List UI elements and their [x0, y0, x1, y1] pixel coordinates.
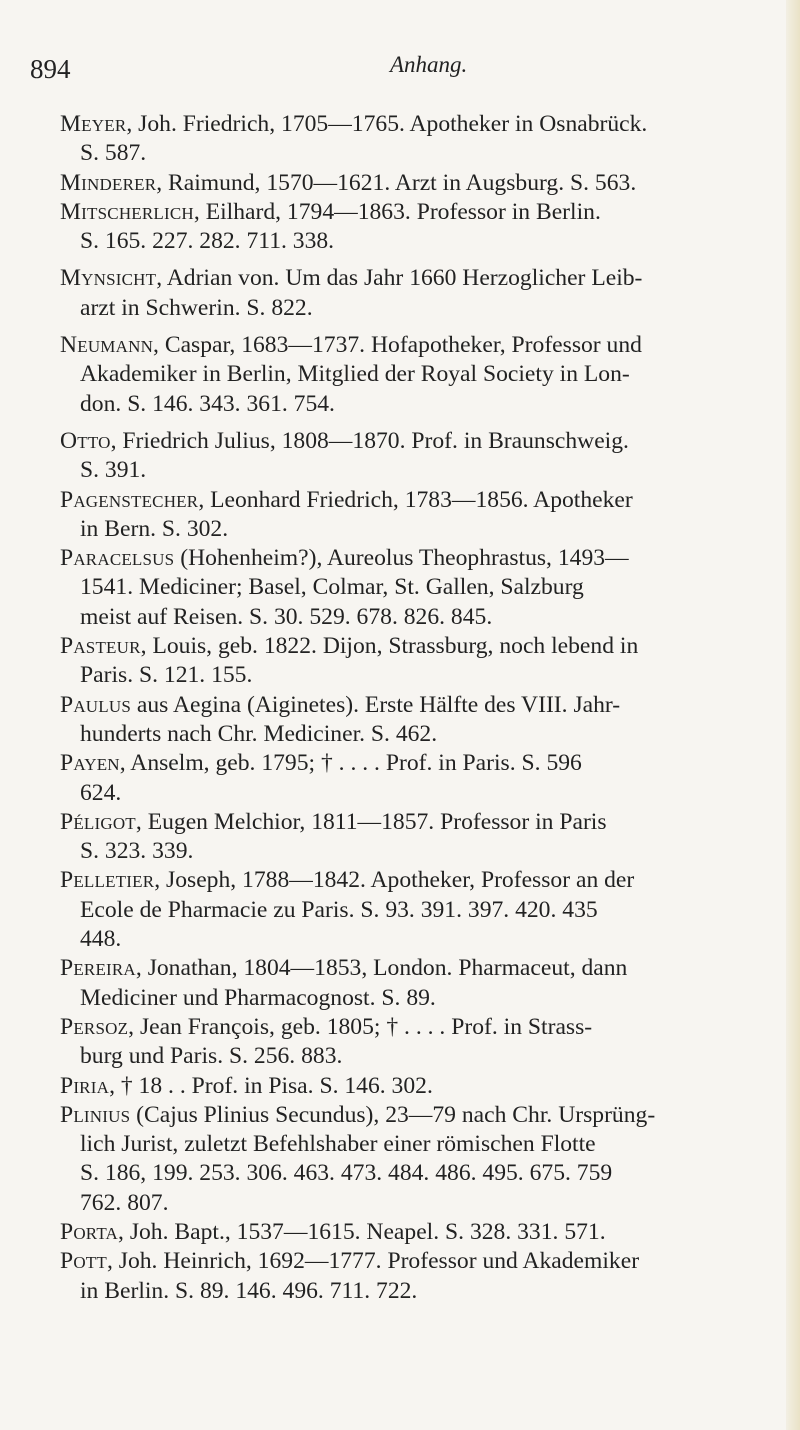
entry-continuation-line — [60, 1189, 800, 1218]
entry-continuation-line — [60, 779, 800, 808]
index-entry — [60, 632, 800, 691]
entry-continuation-line — [60, 515, 800, 544]
entry-text: , Adrian von. Um das Jahr 1660 Herzoglicher Leib- — [156, 265, 643, 292]
entry-continuation-line — [60, 573, 800, 602]
entry-continuation-line — [60, 720, 800, 749]
entry-text: S. 165. 227. 282. 711. 338. — [80, 228, 335, 255]
index-entry — [60, 331, 800, 419]
entry-text: 448. — [80, 926, 122, 953]
entry-continuation-line — [60, 1277, 800, 1306]
entry-first-line — [60, 749, 800, 778]
entry-continuation-line — [60, 984, 800, 1013]
entry-surname: Porta — [60, 1218, 119, 1245]
entry-first-line — [60, 808, 800, 837]
entry-first-line — [60, 691, 800, 720]
entry-first-line — [60, 954, 800, 983]
entry-first-line — [60, 1072, 800, 1101]
entry-text: , Joh. Bapt., 1537—1615. Neapel. S. 328. 331. 571. — [118, 1218, 606, 1245]
entry-first-line — [60, 198, 800, 227]
entry-text: S. 323. 339. — [80, 838, 194, 865]
index-entry — [60, 264, 800, 323]
index-entry — [60, 1247, 800, 1306]
entry-text: Ecole de Pharmacie zu Paris. S. 93. 391. 397. 420. 435 — [80, 896, 598, 923]
index-entry — [60, 427, 800, 486]
entry-text: , Joh. Heinrich, 1692—1777. Professor und Akademiker — [106, 1248, 640, 1275]
entry-text: Akademiker in Berlin, Mitglied der Royal Society in Lon- — [80, 361, 630, 388]
entry-text: S. 186, 199. 253. 306. 463. 473. 484. 486. 495. 675. 759 — [80, 1160, 613, 1187]
entry-first-line — [60, 486, 800, 515]
entry-continuation-line — [60, 1130, 800, 1159]
entry-surname: Mitscherlich — [60, 198, 194, 225]
index-entry — [60, 1101, 800, 1218]
entry-text: (Cajus Plinius Secundus), 23—79 nach Chr. Ursprüng- — [130, 1101, 656, 1128]
entry-text: Mediciner und Pharmacognost. S. 89. — [80, 984, 436, 1011]
entry-first-line — [60, 866, 800, 895]
entry-surname: Péligot — [60, 808, 136, 835]
entry-text: 1541. Mediciner; Basel, Colmar, St. Gallen, Salzburg — [80, 574, 584, 601]
entry-text: , Raimund, 1570—1621. Arzt in Augsburg. S. 563. — [156, 169, 637, 196]
entry-first-line — [60, 1101, 800, 1130]
entry-continuation-line — [60, 294, 800, 323]
entry-surname: Payen — [60, 750, 120, 777]
index-entry — [60, 954, 800, 1013]
entry-continuation-line — [60, 837, 800, 866]
entry-text: hunderts nach Chr. Mediciner. S. 462. — [80, 720, 438, 747]
entry-first-line — [60, 632, 800, 661]
entry-text: burg und Paris. S. 256. 883. — [80, 1043, 343, 1070]
entry-surname: Pereira — [60, 955, 136, 982]
entry-text: don. S. 146. 343. 361. 754. — [80, 390, 335, 417]
entry-text: , Eugen Melchior, 1811—1857. Professor in Paris — [135, 808, 607, 835]
entry-text: S. 587. — [80, 140, 147, 167]
entry-continuation-line — [60, 1042, 800, 1071]
entry-surname: Pott — [60, 1248, 107, 1275]
entry-text: , Jonathan, 1804—1853, London. Pharmaceut, dann — [135, 955, 628, 982]
entry-first-line — [60, 331, 800, 360]
entry-continuation-line — [60, 390, 800, 419]
entry-text: meist auf Reisen. S. 30. 529. 678. 826. 845. — [80, 603, 493, 630]
entry-text: lich Jurist, zuletzt Befehlshaber einer römischen Flotte — [80, 1131, 596, 1158]
page-number: 894 — [30, 54, 71, 84]
entry-surname: Neumann — [60, 332, 154, 359]
index-entry — [60, 808, 800, 867]
entry-text: in Bern. S. 302. — [80, 515, 229, 542]
entry-continuation-line — [60, 456, 800, 485]
entry-continuation-line — [60, 227, 800, 256]
entry-text: , Joh. Friedrich, 1705—1765. Apotheker in Osnabrück. — [126, 111, 648, 137]
entry-text: , † 18 . . Prof. in Pisa. S. 146. 302. — [109, 1072, 433, 1099]
entry-text: , Friedrich Julius, 1808—1870. Prof. in Braunschweig. — [110, 427, 629, 454]
index-entry — [60, 1072, 800, 1101]
index-entries — [60, 110, 800, 1306]
entry-first-line — [60, 1218, 800, 1247]
running-head: Anhang. — [390, 52, 468, 77]
entry-text: 624. — [80, 779, 122, 806]
entry-text: , Louis, geb. 1822. Dijon, Strassburg, noch lebend in — [140, 633, 639, 660]
entry-surname: Otto — [60, 427, 111, 454]
entry-surname: Paulus — [60, 691, 131, 718]
entry-surname: Piria — [60, 1072, 110, 1099]
entry-continuation-line — [60, 603, 800, 632]
entry-surname: Mynsicht — [60, 265, 157, 292]
entry-continuation-line — [60, 896, 800, 925]
index-entry — [60, 110, 800, 169]
entry-surname: Pelletier — [60, 867, 155, 894]
entry-text: arzt in Schwerin. S. 822. — [80, 294, 313, 321]
entry-surname: Meyer — [60, 111, 127, 137]
entry-text: , Eilhard, 1794—1863. Professor in Berlin. — [193, 198, 601, 225]
entry-first-line — [60, 264, 800, 293]
entry-surname: Paracelsus — [60, 545, 175, 572]
index-entry — [60, 1013, 800, 1072]
entry-first-line — [60, 1013, 800, 1042]
entry-text: Paris. S. 121. 155. — [80, 662, 253, 689]
entry-first-line — [60, 169, 800, 198]
entry-surname: Persoz — [60, 1013, 129, 1040]
entry-first-line — [60, 110, 800, 139]
entry-continuation-line — [60, 360, 800, 389]
entry-continuation-line — [60, 1159, 800, 1188]
entry-text: aus Aegina (Aiginetes). Erste Hälfte des VIII. Jahr- — [131, 691, 621, 718]
entry-first-line — [60, 544, 800, 573]
entry-text: , Leonhard Friedrich, 1783—1856. Apotheker — [198, 486, 633, 513]
index-entry — [60, 749, 800, 808]
entry-text: S. 391. — [80, 457, 147, 484]
entry-surname: Pasteur — [60, 633, 141, 660]
entry-surname: Plinius — [60, 1101, 131, 1128]
index-entry — [60, 1218, 800, 1247]
index-entry — [60, 198, 800, 257]
page-header — [30, 50, 770, 90]
entry-text: (Hohenheim?), Aureolus Theophrastus, 1493— — [174, 545, 629, 572]
entry-continuation-line — [60, 139, 800, 168]
index-entry — [60, 691, 800, 750]
index-entry — [60, 169, 800, 198]
index-entry — [60, 486, 800, 545]
entry-continuation-line — [60, 661, 800, 690]
entry-text: , Jean François, geb. 1805; † . . . . Prof. in Strass- — [128, 1013, 593, 1040]
entry-text: , Anselm, geb. 1795; † . . . . Prof. in Paris. S. 596 — [119, 750, 582, 777]
entry-surname: Pagenstecher — [60, 486, 199, 513]
entry-text: in Berlin. S. 89. 146. 496. 711. 722. — [80, 1277, 418, 1304]
index-entry — [60, 544, 800, 632]
entry-first-line — [60, 1247, 800, 1276]
entry-surname: Minderer — [60, 169, 157, 196]
entry-text: , Caspar, 1683—1737. Hofapotheker, Professor und — [153, 332, 642, 359]
entry-text: , Joseph, 1788—1842. Apotheker, Professor an der — [154, 867, 635, 894]
entry-first-line — [60, 427, 800, 456]
index-entry — [60, 866, 800, 954]
entry-text: 762. 807. — [80, 1189, 169, 1216]
entry-continuation-line — [60, 925, 800, 954]
